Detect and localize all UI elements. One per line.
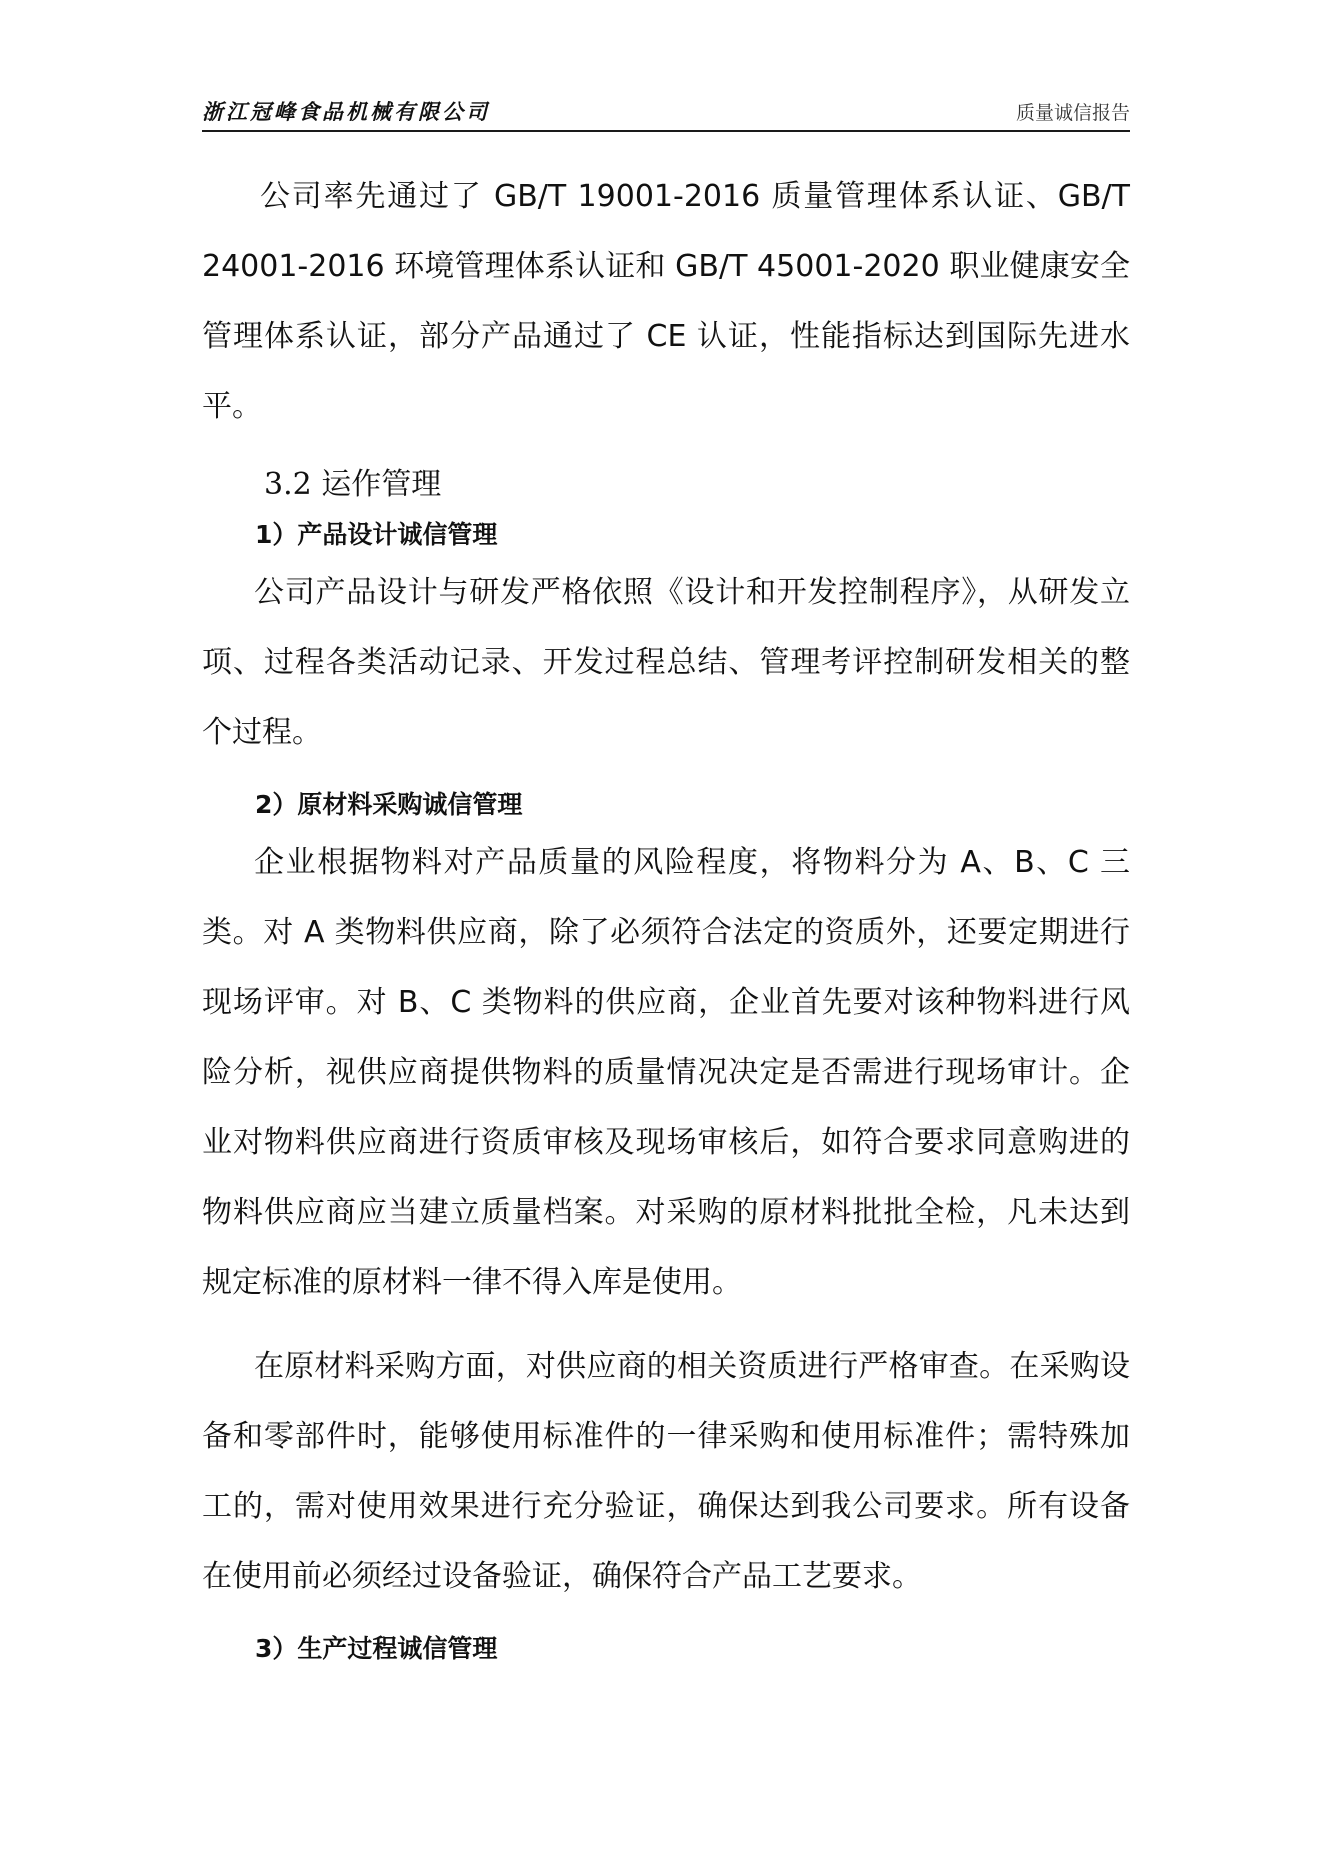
subsection-heading-design: 1）产品设计诚信管理 — [255, 520, 498, 549]
subsection-heading-procurement: 2）原材料采购诚信管理 — [255, 790, 523, 819]
header-company-name: 浙江冠峰食品机械有限公司 — [202, 99, 490, 124]
intro-paragraph: 公司率先通过了 GB/T 19001-2016 质量管理体系认证、GB/T 24001-2016 环境管理体系认证和 GB/T 45001-2020 职业健康安全管理体系认证，部分产品通过了 CE 认证，性能指标达到国际先进水平。 — [202, 179, 1130, 424]
procurement-paragraph-1: 企业根据物料对产品质量的风险程度，将物料分为 A、B、C 三类。对 A 类物料供应商，除了必须符合法定的资质外，还要定期进行现场评审。对 B、C 类物料的供应商，企业首先要对该种物料进行风险分析，视供应商提供物料的质量情况决定是否需进行现场审计。企业对物料供应商进行资质审核及现场审核后，如符合要求同意购进的物料供应商应当建立质量档案。对采购的原材料批批全检，凡未达到规定标准的原材料一律不得入库是使用。 — [202, 845, 1130, 1300]
document-body — [202, 162, 1130, 1672]
procurement-paragraph-2: 在原材料采购方面，对供应商的相关资质进行严格审查。在采购设备和零部件时，能够使用标准件的一律采购和使用标准件；需特殊加工的，需对使用效果进行充分验证，确保达到我公司要求。所有设备在使用前必须经过设备验证，确保符合产品工艺要求。 — [202, 1349, 1130, 1594]
section-title: 3.2 运作管理 — [264, 467, 442, 502]
subsection-heading-production: 3）生产过程诚信管理 — [255, 1634, 498, 1663]
design-paragraph: 公司产品设计与研发严格依照《设计和开发控制程序》，从研发立项、过程各类活动记录、开发过程总结、管理考评控制研发相关的整个过程。 — [202, 575, 1130, 750]
header-report-title: 质量诚信报告 — [1015, 102, 1130, 124]
page-header — [202, 92, 1130, 132]
